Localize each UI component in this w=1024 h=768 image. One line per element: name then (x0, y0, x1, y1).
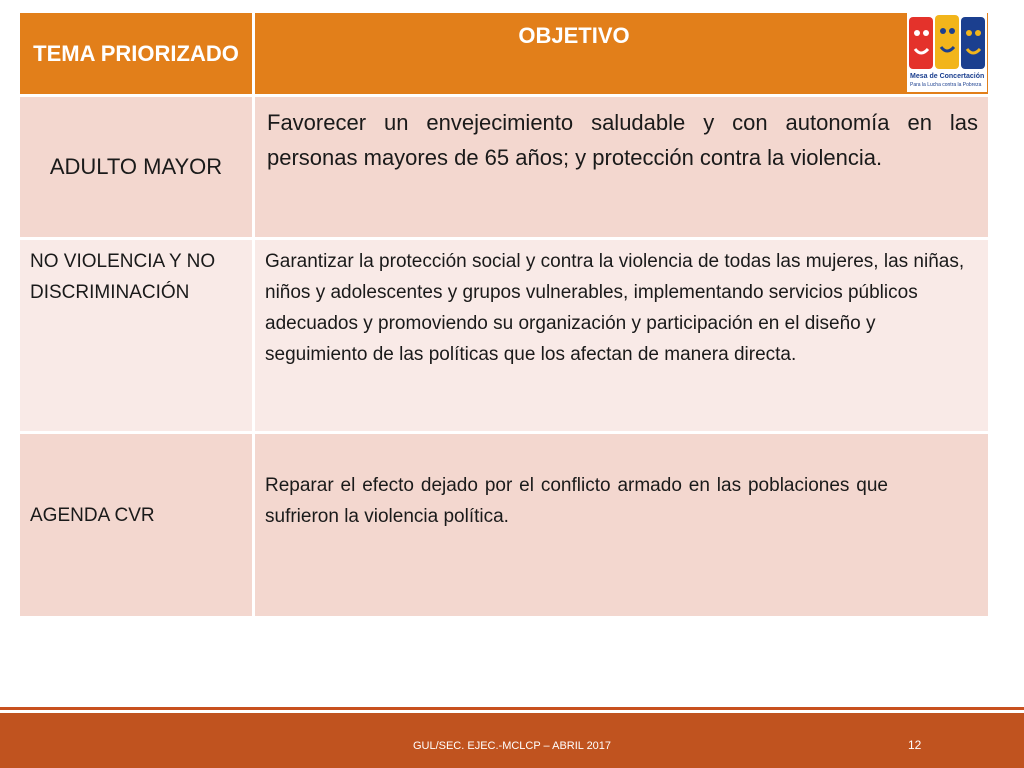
mesa-concertacion-logo (907, 13, 987, 92)
footer-bar (0, 713, 1024, 768)
footer-text: GUL/SEC. EJEC.-MCLCP – ABRIL 2017 (412, 740, 612, 752)
footer-divider (0, 707, 1024, 710)
row-1-tema: ADULTO MAYOR (20, 97, 252, 237)
logo-subtitle: Para la Lucha contra la Pobreza (910, 82, 982, 88)
logo-title: Mesa de Concertación (910, 73, 985, 80)
priority-table (20, 13, 988, 616)
header-objetivo-label: OBJETIVO (518, 22, 630, 48)
header-tema-label: TEMA PRIORIZADO (33, 40, 239, 66)
page-number: 12 (908, 738, 922, 752)
row-3-tema: AGENDA CVR (20, 434, 252, 616)
row-1-objetivo: Favorecer un envejecimiento saludable y con autonomía en las personas mayores de 65 años; y protección contra la violencia. (255, 97, 988, 237)
row-2-objetivo: Garantizar la protección social y contra la violencia de todas las mujeres, las niñas, niños y adolescentes y grupos vulnerables, implementando servicios públicos adecuados y promoviendo su organización y participación en el diseño y seguimiento de las políticas que los afectan de manera directa. (255, 240, 988, 431)
faces-logo-icon (907, 13, 987, 73)
row-3-objetivo: Reparar el efecto dejado por el conflicto armado en las poblaciones que sufrieron la violencia política. (255, 434, 988, 616)
row-2-tema: NO VIOLENCIA Y NO DISCRIMINACIÓN (20, 240, 252, 431)
header-tema (20, 13, 252, 94)
header-objetivo (255, 13, 988, 94)
